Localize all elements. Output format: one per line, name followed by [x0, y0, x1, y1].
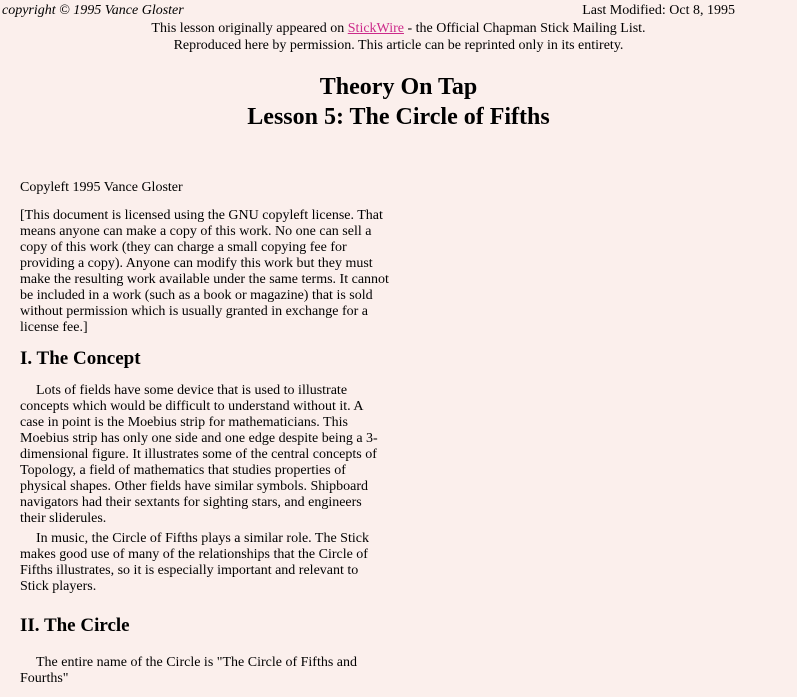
stickwire-link[interactable]: StickWire [347, 21, 404, 36]
page-top-bar [2, 3, 735, 21]
section-heading-circle: II. The Circle [20, 615, 130, 636]
lesson-source-note [0, 20, 797, 54]
page-title-line-1: Theory On Tap [319, 74, 478, 100]
reprint-permission-text: Reproduced here by permission. This article can be reprinted only in its entirety. [173, 38, 624, 53]
lesson-source-suffix: - the Official Chapman Stick Mailing List. [403, 21, 646, 36]
lesson-source-line-1 [0, 20, 797, 37]
copyleft-line: Copyleft 1995 Vance Gloster [20, 180, 183, 195]
lesson-source-prefix: This lesson originally appeared on [151, 21, 348, 36]
concept-paragraph-1: Lots of fields have some device that is used to illustrate concepts which would be difficult to understand without it. A case in point is the Moebius strip for mathematicians. This Moebius strip has only one side and one edge despite being a 3-dimensional figure. It illustrates some of the central concepts of Topology, a field of mathematics that studies properties of physical shapes. Other fields have similar symbols. Shipboard navigators had their sextants for sighting stars, and engineers their sliderules. [20, 383, 378, 526]
page-title-line-2: Lesson 5: The Circle of Fifths [247, 104, 550, 130]
section-heading-concept: I. The Concept [20, 348, 141, 369]
circle-paragraph-1: The entire name of the Circle is "The Circle of Fifths and Fourths" [20, 655, 358, 686]
copyright-notice: copyright © 1995 Vance Gloster [2, 3, 184, 18]
license-paragraph: [This document is licensed using the GNU copyleft license. That means anyone can make a copy of this work. No one can sell a copy of this work (they can charge a small copying fee for providing a copy). Anyone can modify this work but they must make the resulting work available under the same terms. It cannot be included in a work (such as a book or magazine) that is sold without permission which is usually granted in exchange for a license fee.] [20, 208, 389, 335]
last-modified-date: Last Modified: Oct 8, 1995 [582, 3, 735, 18]
concept-paragraph-2: In music, the Circle of Fifths plays a similar role. The Stick makes good use of many of the relationships that the Circle of Fifths illustrates, so it is especially important and relevant to Stick players. [20, 531, 369, 594]
article-body [20, 180, 390, 697]
page-title [0, 72, 797, 132]
